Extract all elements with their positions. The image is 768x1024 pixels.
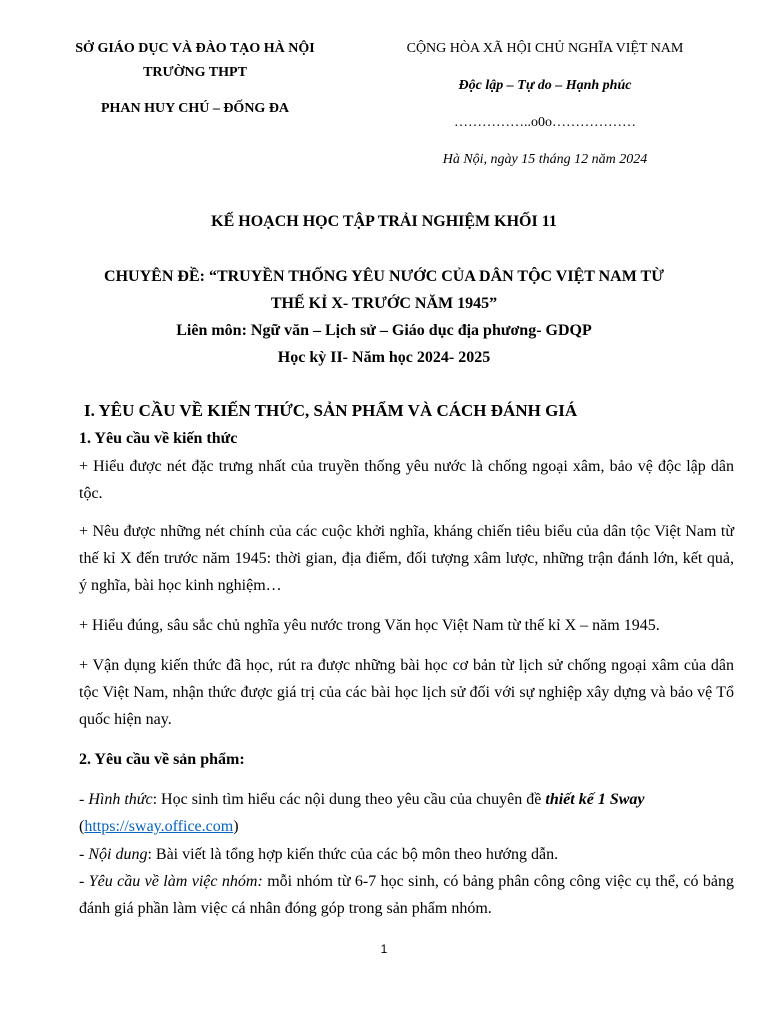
document-title: KẾ HOẠCH HỌC TẬP TRẢI NGHIỆM KHỐI 11 <box>211 213 557 230</box>
knowledge-paragraph-3: + Hiểu đúng, sâu sắc chủ nghĩa yêu nước trong Văn học Việt Nam từ thế kỉ X – năm 1945. <box>79 617 660 634</box>
form-label: Hình thức <box>88 791 153 808</box>
school-header <box>40 37 350 121</box>
group-label: Yêu cầu về làm việc nhóm: <box>88 873 263 890</box>
subjects-line: Liên môn: Ngữ văn – Lịch sử – Giáo dục địa phương- GDQP <box>176 322 592 339</box>
content-dash: - <box>79 846 89 863</box>
topic-line-1: CHUYÊN ĐỀ: “TRUYỀN THỐNG YÊU NƯỚC CỦA DÂN TỘC VIỆT NAM TỪ <box>104 268 664 285</box>
form-emphasis: thiết kế 1 Sway <box>545 791 645 808</box>
form-text: : Học sinh tìm hiểu các nội dung theo yêu cầu của chuyên đề <box>152 791 546 808</box>
link-close-paren: ) <box>233 818 239 835</box>
subsection-product: 2. Yêu cầu về sản phẩm: <box>79 751 245 768</box>
content-label: Nội dung <box>88 846 148 863</box>
school-name: PHAN HUY CHÚ – ĐỐNG ĐA <box>100 101 290 116</box>
national-header <box>360 37 730 172</box>
subsection-knowledge: 1. Yêu cầu về kiến thức <box>79 430 238 447</box>
form-dash: - <box>79 791 89 808</box>
topic-line-2: THẾ KỈ X- TRƯỚC NĂM 1945” <box>270 295 498 312</box>
content-text: : Bài viết là tổng hợp kiến thức của các bộ môn theo hướng dẫn. <box>147 846 559 863</box>
school-type: TRƯỜNG THPT <box>143 65 247 80</box>
document-date: Hà Nội, ngày 15 tháng 12 năm 2024 <box>442 152 648 167</box>
country-name: CỘNG HÒA XÃ HỘI CHỦ NGHĨA VIỆT NAM <box>406 41 684 56</box>
link-open-paren: ( <box>79 818 85 835</box>
product-group-paragraph <box>79 868 734 922</box>
sway-link[interactable]: https://sway.office.com <box>84 818 234 835</box>
page-number: 1 <box>380 942 388 956</box>
product-form-paragraph <box>79 786 734 840</box>
knowledge-paragraph-4: + Vận dụng kiến thức đã học, rút ra được những bài học cơ bản từ lịch sử chống ngoại xâm của dân tộc Việt Nam, nhận thức được giá trị của các bài học lịch sử đối với sự nghiệp xây dựng và bảo vệ Tổ quốc hiện nay. <box>79 657 734 728</box>
section-heading: I. YÊU CẦU VỀ KIẾN THỨC, SẢN PHẨM VÀ CÁCH ĐÁNH GIÁ <box>84 401 578 420</box>
department-name: SỞ GIÁO DỤC VÀ ĐÀO TẠO HÀ NỘI <box>75 41 315 56</box>
product-content-paragraph <box>79 841 734 868</box>
knowledge-paragraph-2: + Nêu được những nét chính của các cuộc khởi nghĩa, kháng chiến tiêu biểu của dân tộc Việt Nam từ thế kỉ X đến trước năm 1945: thời gian, địa điểm, đối tượng xâm lược, những trận đánh lớn, kết quả, ý nghĩa, bài học kinh nghiệm… <box>79 523 734 594</box>
knowledge-paragraph-1: + Hiểu được nét đặc trưng nhất của truyền thống yêu nước là chống ngoại xâm, bảo vệ độc lập dân tộc. <box>79 458 734 502</box>
term-line: Học kỳ II- Năm học 2024- 2025 <box>277 349 491 366</box>
header-divider: ……………..o0o……………… <box>454 115 636 130</box>
group-dash: - <box>79 873 89 890</box>
national-motto: Độc lập – Tự do – Hạnh phúc <box>458 78 632 93</box>
group-text: mỗi nhóm từ 6-7 học sinh, có bảng phân công công việc cụ thể, có bảng đánh giá phần làm việc cá nhân đóng góp trong sản phẩm nhóm. <box>79 873 735 917</box>
